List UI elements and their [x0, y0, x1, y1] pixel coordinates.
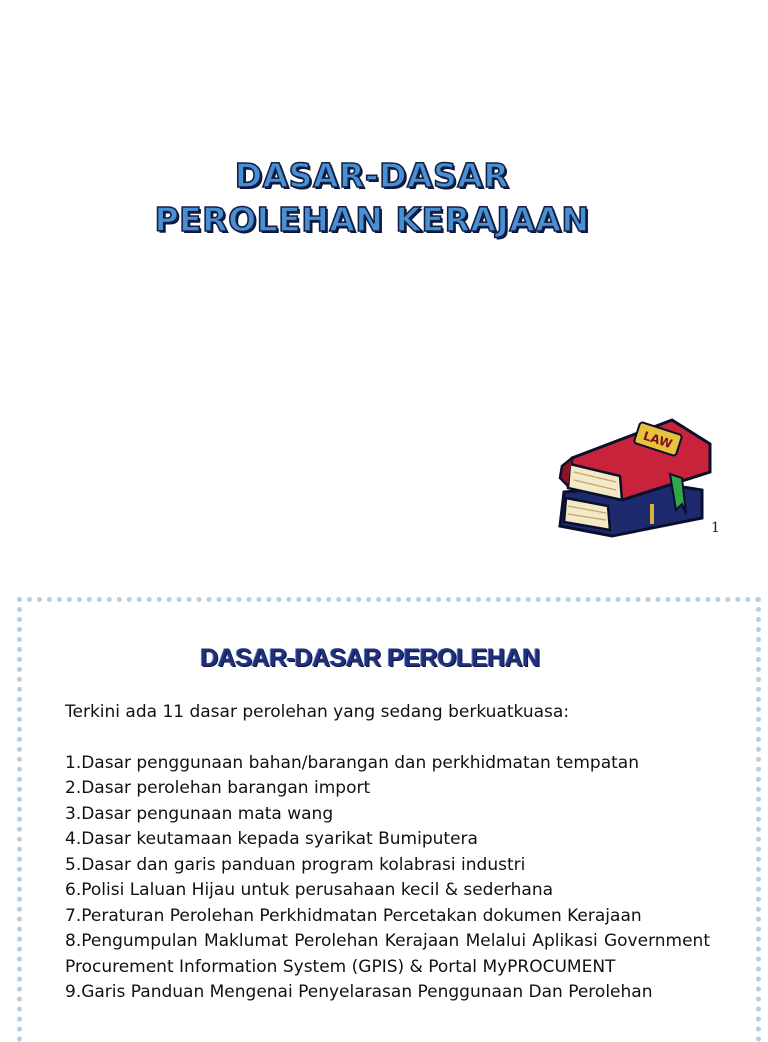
- page-number: 1: [711, 520, 720, 536]
- list-item: 1.Dasar penggunaan bahan/barangan dan perkhidmatan tempatan: [65, 752, 639, 773]
- list-item: 4.Dasar keutamaan kepada syarikat Bumiputera: [65, 829, 478, 849]
- policy-list: [65, 751, 710, 1006]
- list-item: 8.Pengumpulan Maklumat Perolehan Kerajaan Melalui Aplikasi Government Procurement Information System (GPIS) & Portal MyPROCUMENT: [65, 931, 710, 977]
- list-item: 6.Polisi Laluan Hijau untuk perusahaan kecil & sederhana: [65, 880, 554, 900]
- section-heading: DASAR-DASAR PEROLEHAN: [200, 644, 540, 672]
- law-label: LAW: [641, 428, 674, 452]
- slide-title-line2: PEROLEHAN KERAJAAN: [154, 200, 590, 239]
- list-item: 2.Dasar perolehan barangan import: [65, 778, 371, 798]
- list-item: 7.Peraturan Perolehan Perkhidmatan Percetakan dokumen Kerajaan: [65, 905, 642, 926]
- law-books-illustration: [552, 414, 722, 542]
- slide-title-line1: DASAR-DASAR: [234, 156, 510, 195]
- policy-body: [65, 700, 710, 1006]
- list-item: 9.Garis Panduan Mengenai Penyelarasan Penggunaan Dan Perolehan: [65, 982, 653, 1002]
- list-item: 3.Dasar pengunaan mata wang: [65, 803, 334, 824]
- list-item: 5.Dasar dan garis panduan program kolabrasi industri: [65, 854, 526, 875]
- intro-text: Terkini ada 11 dasar perolehan yang sedang berkuatkuasa:: [65, 702, 570, 722]
